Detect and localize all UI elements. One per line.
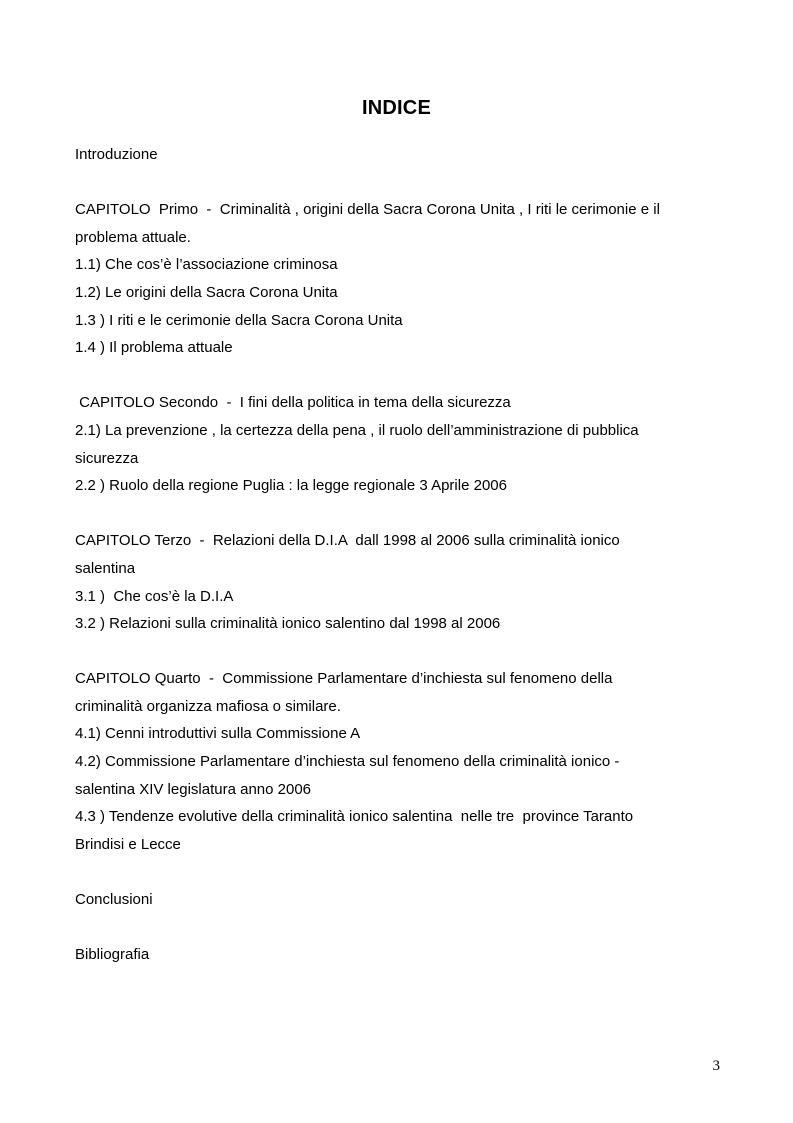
spacer [75, 169, 715, 197]
toc-entry: 1.2) Le origini della Sacra Corona Unita [75, 283, 338, 301]
spacer [75, 500, 715, 528]
chapter-4-heading-cont: criminalità organizza mafiosa o similare. [75, 697, 341, 715]
chapter-4-heading: CAPITOLO Quarto - Commissione Parlamentare d’inchiesta sul fenomeno della [75, 670, 613, 688]
toc-conclusions: Conclusioni [75, 891, 153, 909]
chapter-2-heading: CAPITOLO Secondo - I fini della politica in tema della sicurezza [75, 394, 511, 412]
toc-entry: 2.1) La prevenzione , la certezza della pena , il ruolo dell’amministrazione di pubblica [75, 421, 639, 439]
toc-entry: 2.2 ) Ruolo della regione Puglia : la legge regionale 3 Aprile 2006 [75, 477, 507, 495]
page-title: INDICE [362, 97, 431, 119]
toc-entry: 4.2) Commissione Parlamentare d’inchiesta sul fenomeno della criminalità ionico - [75, 753, 620, 771]
toc-entry: 3.1 ) Che cos’è la D.I.A [75, 587, 234, 605]
chapter-1-heading-cont: problema attuale. [75, 228, 191, 246]
toc-bibliography: Bibliografia [75, 946, 150, 964]
spacer [75, 362, 715, 390]
toc-entry: 3.2 ) Relazioni sulla criminalità ionico salentino dal 1998 al 2006 [75, 615, 501, 633]
toc-entry-cont: Brindisi e Lecce [75, 835, 181, 853]
toc-introduction: Introduzione [75, 146, 158, 163]
toc-entry: 4.3 ) Tendenze evolutive della criminalità ionico salentina nelle tre province Taranto [75, 808, 634, 826]
toc-entry: 1.3 ) I riti e le cerimonie della Sacra Corona Unita [75, 311, 403, 329]
chapter-1-heading: CAPITOLO Primo - Criminalità , origini della Sacra Corona Unita , I riti le cerimonie e il [75, 201, 660, 219]
toc-entry-cont: salentina XIV legislatura anno 2006 [75, 780, 312, 798]
spacer [75, 638, 715, 666]
toc-entry: 1.1) Che cos’è l’associazione criminosa [75, 256, 338, 274]
spacer [75, 914, 715, 942]
page-number: 3 [712, 1058, 720, 1074]
chapter-3-heading: CAPITOLO Terzo - Relazioni della D.I.A dall 1998 al 2006 sulla criminalità ionico [75, 532, 620, 550]
toc-entry-cont: sicurezza [75, 449, 139, 467]
toc-entry: 1.4 ) Il problema attuale [75, 339, 233, 357]
toc-entry: 4.1) Cenni introduttivi sulla Commissione A [75, 725, 361, 743]
table-of-contents [75, 141, 715, 969]
chapter-3-heading-cont: salentina [75, 559, 136, 577]
spacer [75, 858, 715, 886]
